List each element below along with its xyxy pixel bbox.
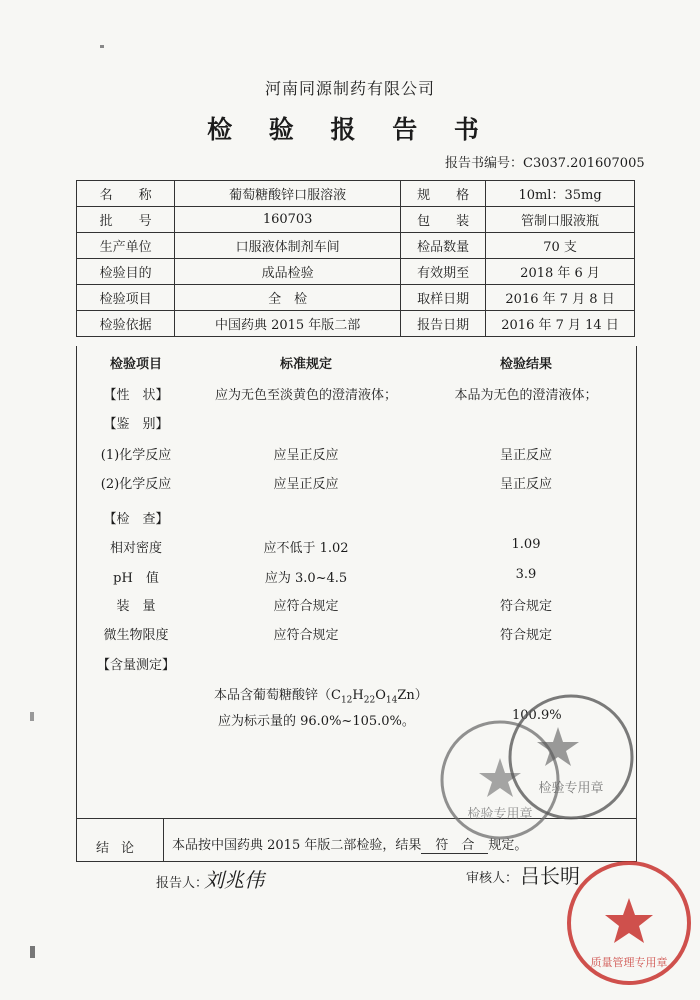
- formula-zn: Zn）: [397, 688, 428, 703]
- result-standard: 应符合规定: [273, 599, 339, 614]
- formula-sub-c: 12: [340, 695, 353, 706]
- info-label: 名 称: [77, 181, 175, 207]
- result-item: 相对密度: [109, 541, 162, 556]
- result-standard: 应呈正反应: [273, 448, 339, 463]
- conclusion-before: 本品按中国药典 2015 年版二部检验，结果: [172, 838, 422, 853]
- info-value: 2016 年 7 月 14 日: [486, 311, 635, 337]
- info-value: 管制口服液瓶: [486, 207, 635, 233]
- result-standard: 应不低于 1.02: [263, 541, 349, 556]
- info-row: [77, 311, 635, 337]
- info-value: 葡萄糖酸锌口服溶液: [175, 181, 401, 207]
- result-row: [76, 595, 635, 617]
- result-item: (2)化学反应: [100, 477, 172, 492]
- result-row: [76, 413, 635, 435]
- info-value: 2018 年 6 月: [486, 259, 635, 285]
- header-item: 检验项目: [109, 357, 162, 372]
- result-item: 【鉴 别】: [103, 417, 169, 432]
- svg-text:检验专用章: 检验专用章: [467, 807, 533, 822]
- svg-text:检验专用章: 检验专用章: [538, 781, 604, 796]
- info-label: 报告日期: [401, 311, 486, 337]
- formula-sub-h: 22: [363, 695, 376, 706]
- info-label: 规 格: [401, 181, 486, 207]
- result-standard: 应呈正反应: [273, 477, 339, 492]
- info-label: 检验依据: [77, 311, 175, 337]
- info-value: 成品检验: [175, 259, 401, 285]
- result-value: 本品为无色的澄清液体；: [454, 388, 598, 403]
- scan-speck: [100, 45, 104, 48]
- formula-o: O: [375, 688, 386, 703]
- assay-standard-line2: 应为标示量的 96.0%~105.0%。: [218, 714, 415, 729]
- result-row: [76, 384, 635, 406]
- report-number-value: C3037.201607005: [523, 156, 645, 171]
- inspection-seal: [506, 692, 636, 822]
- results-header: [76, 353, 635, 375]
- result-standard: 应为 3.0~4.5: [264, 571, 348, 586]
- result-value: 呈正反应: [499, 477, 552, 492]
- result-value: 符合规定: [499, 599, 552, 614]
- info-row: [77, 181, 635, 207]
- result-item: 装 量: [116, 599, 156, 614]
- info-value: 口服液体制剂车间: [175, 233, 401, 259]
- result-item: 【检 查】: [103, 512, 169, 527]
- conclusion-result: 符 合: [421, 834, 488, 854]
- result-row: [76, 537, 635, 559]
- company-name: 河南同源制药有限公司: [264, 79, 435, 98]
- info-label: 检验目的: [77, 259, 175, 285]
- conclusion-after: 规定。: [488, 838, 528, 853]
- result-value: 符合规定: [499, 628, 552, 643]
- result-value: 3.9: [515, 567, 537, 582]
- info-label: 生产单位: [77, 233, 175, 259]
- info-label: 包 装: [401, 207, 486, 233]
- info-value: 2016 年 7 月 8 日: [486, 285, 635, 311]
- result-item: (1)化学反应: [100, 448, 172, 463]
- assay-result: 100.9%: [512, 708, 562, 723]
- info-row: [77, 233, 635, 259]
- result-standard: 应为无色至淡黄色的澄清液体；: [214, 388, 397, 403]
- info-table: [76, 180, 635, 337]
- info-label: 批 号: [77, 207, 175, 233]
- result-item: pH 值: [113, 571, 159, 586]
- formula-sub-o: 14: [385, 695, 398, 706]
- reporter-signature: 刘兆伟: [204, 868, 264, 892]
- result-item: 【性 状】: [103, 388, 169, 403]
- svg-text:质量管理专用章: 质量管理专用章: [590, 956, 668, 969]
- result-item: 【含量测定】: [96, 658, 175, 673]
- info-value: 全 检: [175, 285, 401, 311]
- info-label: 取样日期: [401, 285, 486, 311]
- info-label: 有效期至: [401, 259, 486, 285]
- result-row: [76, 508, 635, 530]
- quality-seal: [564, 858, 694, 988]
- assay-standard-line1: [214, 684, 428, 706]
- scan-speck: [30, 712, 34, 721]
- info-value: 70 支: [486, 233, 635, 259]
- conclusion-label: 结论: [96, 841, 147, 856]
- result-row: [76, 654, 635, 676]
- formula-h: H: [352, 688, 364, 703]
- result-value: 呈正反应: [499, 448, 552, 463]
- result-row: [76, 624, 635, 646]
- info-row: [77, 285, 635, 311]
- header-result: 检验结果: [499, 357, 552, 372]
- result-item: 微生物限度: [103, 628, 169, 643]
- result-row: [76, 444, 635, 466]
- result-row: [76, 473, 635, 495]
- reviewer-signature: 吕长明: [520, 864, 580, 888]
- result-value: 1.09: [511, 537, 541, 552]
- assay-prefix: 本品含葡萄糖酸锌（C: [214, 688, 341, 703]
- reviewer-label: 审核人：: [466, 871, 519, 886]
- info-row: [77, 207, 635, 233]
- info-label: 检验项目: [77, 285, 175, 311]
- scan-speck: [30, 946, 35, 958]
- conclusion-vline: [163, 818, 164, 861]
- info-row: [77, 259, 635, 285]
- result-standard: 应符合规定: [273, 628, 339, 643]
- info-value: 10ml：35mg: [486, 181, 635, 207]
- report-number-label: 报告书编号：: [445, 156, 524, 171]
- info-value: 中国药典 2015 年版二部: [175, 311, 401, 337]
- report-number: [445, 152, 645, 171]
- info-value: 160703: [175, 207, 401, 233]
- header-standard: 标准规定: [279, 357, 332, 372]
- reporter-label: 报告人：: [156, 876, 209, 891]
- page-title: 检 验 报 告 书: [207, 115, 493, 144]
- info-label: 检品数量: [401, 233, 486, 259]
- result-row: [76, 567, 635, 589]
